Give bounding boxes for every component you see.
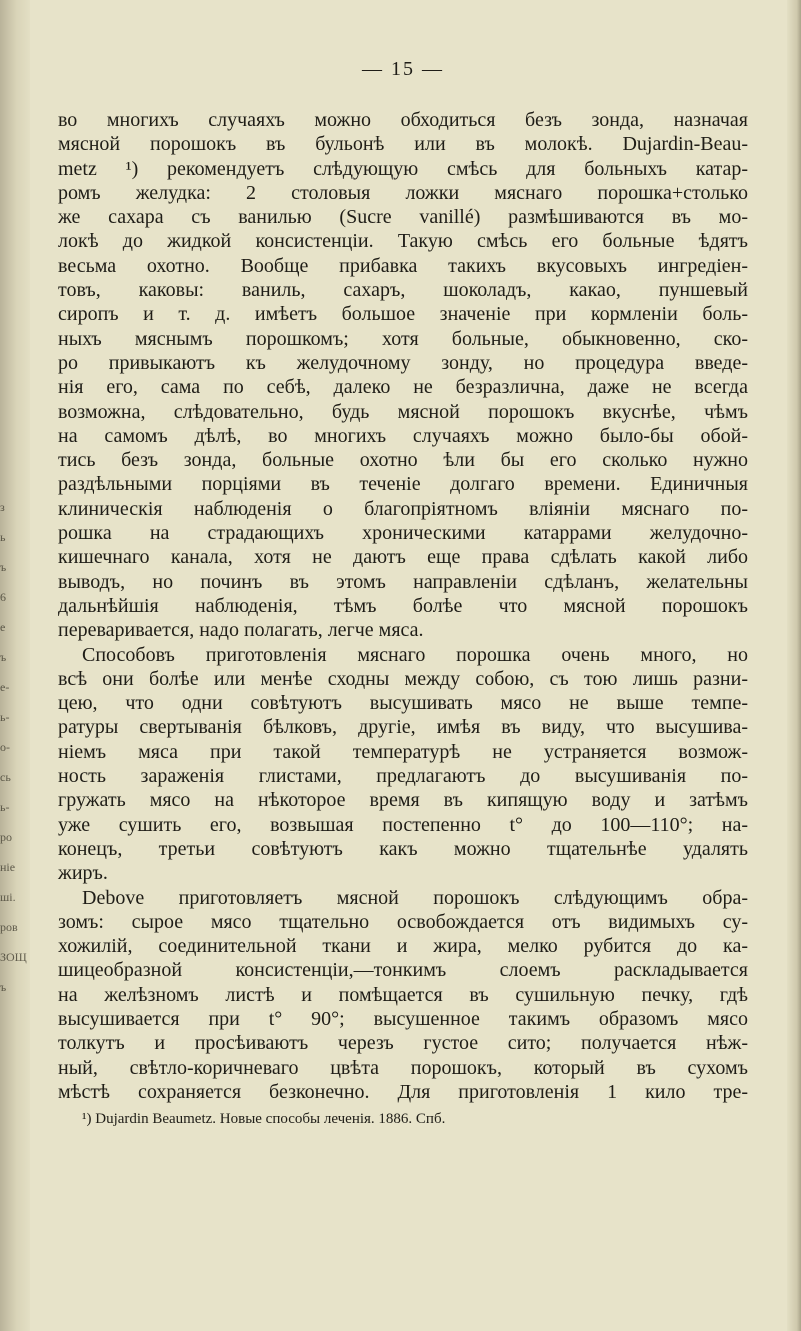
text-line: ромъ желудка: 2 столовыя ложки мяснаго порошка+столько	[58, 181, 748, 204]
text-line: хожилій, соединительной ткани и жира, мелко рубится до ка-	[58, 935, 748, 958]
text-line: мясной порошокъ въ бульонѣ или въ молокѣ. Dujardin-Beau-	[58, 133, 748, 156]
text-line: рошка на страдающихъ хроническими катаррами желудочно-	[58, 522, 748, 545]
margin-fragment: ші.	[0, 890, 16, 904]
text-line: кишечнаго канала, хотя не даютъ еще права сдѣлать какой либо	[58, 546, 748, 569]
text-line: ный, свѣтло-коричневаго цвѣта порошокъ, который въ сухомъ	[58, 1056, 748, 1079]
margin-fragment: о-	[0, 740, 10, 754]
text-line: во многихъ случаяхъ можно обходиться безъ зонда, назначая	[58, 109, 748, 131]
margin-fragment: ь-	[0, 710, 10, 724]
text-line: гружать мясо на нѣкоторое время въ кипящую воду и затѣмъ	[58, 789, 748, 812]
body-text	[58, 108, 748, 1104]
text-line: на желѣзномъ листѣ и помѣщается въ сушильную печку, гдѣ	[58, 983, 748, 1006]
text-line: ніемъ мяса при такой температурѣ не устраняется возмож-	[58, 740, 748, 763]
text-line: клиническія наблюденія о благопріятномъ вліяніи мяснаго по-	[58, 497, 748, 520]
text-line: нія его, сама по себѣ, далеко не безразлична, даже не всегда	[58, 376, 748, 399]
text-line: переваривается, надо полагать, легче мяса.	[58, 619, 424, 642]
text-line: всѣ они болѣе или менѣе сходны между собою, съ тою лишь разни-	[58, 667, 748, 690]
text-line: сиропъ и т. д. имѣетъ большое значеніе при кормленіи боль-	[58, 303, 748, 326]
text-line: локѣ до жидкой консистенціи. Такую смѣсь его больные ѣдятъ	[58, 230, 748, 253]
margin-fragment: ро	[0, 830, 12, 844]
text-line: дальнѣйшія наблюденія, тѣмъ болѣе что мясной порошокъ	[58, 594, 748, 617]
text-line: толкутъ и просѣиваютъ черезъ густое сито; получается нѣж-	[58, 1032, 748, 1055]
margin-fragment: е	[0, 620, 6, 634]
text-line: мѣстѣ сохраняется безконечно. Для приготовленія 1 кило тре-	[58, 1080, 748, 1103]
text-line: же сахара съ ванилью (Sucre vanillé) размѣшиваются въ мо-	[58, 206, 748, 229]
margin-fragment: ь	[0, 530, 6, 544]
paragraph-start-line: Debove приготовляетъ мясной порошокъ слѣдующимъ обра-	[82, 886, 748, 909]
text-line: metz ¹) рекомендуетъ слѣдующую смѣсь для больныхъ катар-	[58, 157, 748, 180]
page-number: — 15 —	[362, 58, 444, 80]
text-line: на самомъ дѣлѣ, во многихъ случаяхъ можно было-бы обой-	[58, 424, 748, 447]
margin-fragment: ъ	[0, 980, 7, 994]
page-edge	[787, 0, 801, 1331]
text-line: тись безъ зонда, больные охотно ѣли бы его сколько нужно	[58, 449, 748, 472]
margin-fragment: ров	[0, 920, 18, 934]
text-line: выводъ, но починъ въ этомъ направленіи сдѣланъ, желательны	[58, 570, 748, 593]
text-line: жиръ.	[58, 862, 108, 885]
text-line: товъ, каковы: ваниль, сахаръ, шоколадъ, какао, пуншевый	[58, 279, 748, 302]
text-line: ныхъ мяснымъ порошкомъ; хотя больные, обыкновенно, ско-	[58, 327, 748, 350]
text-line: зомъ: сырое мясо тщательно освобождается отъ видимыхъ су-	[58, 910, 748, 933]
margin-fragment: ь-	[0, 800, 10, 814]
text-line: ность зараженія глистами, предлагаютъ до высушиванія по-	[58, 765, 748, 788]
margin-fragment: ніе	[0, 860, 16, 874]
text-line: шицеобразной консистенціи,—тонкимъ слоемъ раскладывается	[58, 959, 748, 982]
footnote: ¹) Dujardin Beaumetz. Новые способы леченія. 1886. Спб.	[82, 1111, 446, 1127]
facing-page-fragments	[0, 500, 28, 1010]
text-line: ро привыкаютъ къ желудочному зонду, но процедура введе-	[58, 351, 748, 374]
margin-fragment: ЗОЩ	[0, 950, 27, 964]
margin-fragment: з	[0, 500, 5, 514]
text-line: цею, что одни совѣтуютъ высушивать мясо не выше темпе-	[58, 692, 748, 715]
text-line: весьма охотно. Вообще прибавка такихъ вкусовыхъ ингредіен-	[58, 254, 748, 277]
margin-fragment: е-	[0, 680, 10, 694]
text-line: конецъ, третьи совѣтуютъ какъ можно тщательнѣе удалять	[58, 837, 748, 860]
text-line: возможна, слѣдовательно, будь мясной порошокъ вкуснѣе, чѣмъ	[58, 400, 748, 423]
text-line: высушивается при t° 90°; высушенное такимъ образомъ мясо	[58, 1007, 748, 1030]
text-line: раздѣльными порціями въ теченіе долгаго времени. Единичныя	[58, 473, 748, 496]
text-line: ратуры свертыванія бѣлковъ, другіе, имѣя въ виду, что высушива-	[58, 716, 748, 739]
margin-fragment: сь	[0, 770, 11, 784]
margin-fragment: ъ	[0, 560, 7, 574]
margin-fragment: 6	[0, 590, 6, 604]
margin-fragment: ъ	[0, 650, 7, 664]
text-line: уже сушить его, возвышая постепенно t° до 100—110°; на-	[58, 813, 748, 836]
paragraph-start-line: Способовъ приготовленія мяснаго порошка очень много, но	[82, 643, 748, 666]
